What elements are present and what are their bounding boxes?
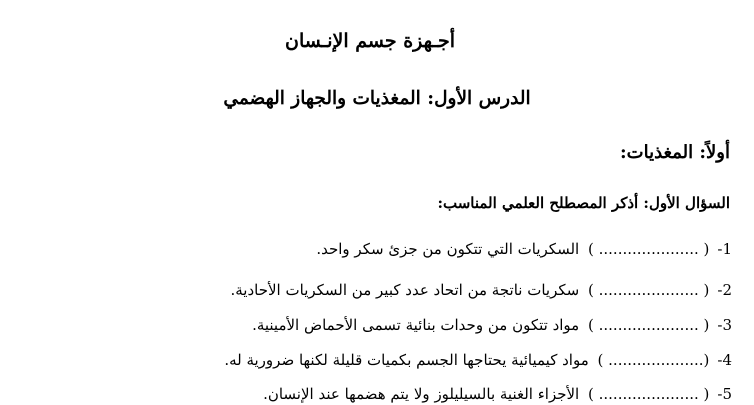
item-text: مواد تتكون من وحدات بنائية تسمى الأحماض الأمينية. — [252, 316, 580, 334]
lesson-heading: الدرس الأول: المغذيات والجهاز الهضمي — [223, 88, 531, 109]
list-item — [252, 316, 732, 334]
question-heading: السؤال الأول: أذكر المصطلح العلمي المناسب: — [437, 194, 730, 212]
answer-blank: (.................... ) — [597, 351, 710, 369]
item-text: الأجزاء الغنية بالسيليلوز ولا يتم هضمها عند الإنسان. — [263, 385, 580, 403]
item-text: السكريات التي تتكون من جزئ سكر واحد. — [316, 240, 580, 258]
answer-blank: ( ..................... ) — [588, 281, 710, 299]
item-number: 5- — [717, 385, 732, 403]
item-text: مواد كيميائية يحتاجها الجسم بكميات قليلة لكنها ضرورية له. — [224, 351, 589, 369]
list-item — [316, 240, 732, 258]
item-number: 4- — [717, 351, 732, 369]
list-item — [231, 281, 733, 299]
item-number: 1- — [717, 240, 732, 258]
list-item — [224, 351, 732, 369]
document-title: أجـهزة جسم الإنـسان — [284, 30, 456, 52]
item-number: 2- — [717, 281, 732, 299]
list-item — [263, 385, 732, 403]
section-heading: أولاً: المغذيات: — [620, 142, 730, 163]
answer-blank: ( ..................... ) — [588, 385, 710, 403]
item-number: 3- — [717, 316, 732, 334]
item-text: سكريات ناتجة من اتحاد عدد كبير من السكريات الأحادية. — [230, 281, 580, 299]
answer-blank: ( ..................... ) — [588, 240, 710, 258]
answer-blank: ( ..................... ) — [588, 316, 710, 334]
